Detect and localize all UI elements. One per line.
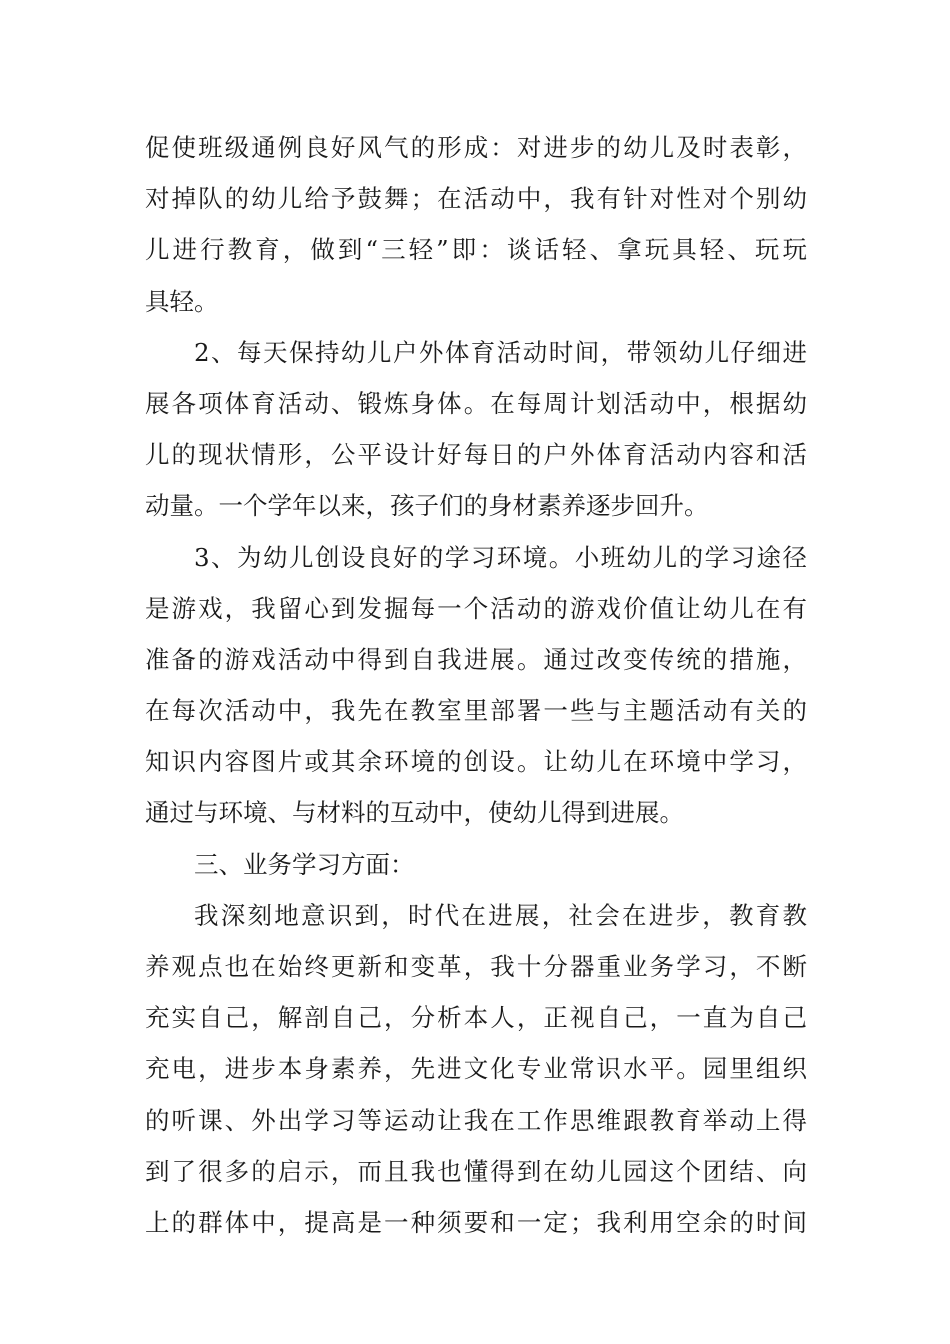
text-line: 准备的游戏活动中得到自我进展。通过改变传统的措施， — [145, 644, 807, 674]
text-line: 知识内容图片或其余环境的创设。让幼儿在环境中学习， — [145, 747, 807, 777]
text-line: 充实自己，解剖自己，分析本人，正视自己，一直为自己 — [145, 1003, 807, 1033]
text-line: 养观点也在始终更新和变革，我十分器重业务学习，不断 — [145, 952, 807, 981]
text-line: 通过与环境、与材料的互动中，使幼儿得到进展。 — [145, 798, 684, 828]
text-line: 儿进行教育，做到“三轻”即：谈话轻、拿玩具轻、玩玩 — [145, 235, 807, 265]
text-line: 促使班级通例良好风气的形成：对进步的幼儿及时表彰， — [145, 133, 807, 162]
paragraph-first-line: 我深刻地意识到，时代在进展，社会在进步，教育教 — [194, 900, 807, 930]
document-body — [145, 122, 807, 1248]
text-line: 展各项体育活动、锻炼身体。在每周计划活动中，根据幼 — [145, 388, 807, 418]
text-line: 对掉队的幼儿给予鼓舞；在活动中，我有针对性对个别幼 — [145, 184, 807, 214]
text-line: 到了很多的启示，而且我也懂得到在幼儿园这个团结、向 — [145, 1156, 807, 1186]
text-line: 具轻。 — [145, 286, 219, 316]
paragraph-first-line: 2、每天保持幼儿户外体育活动时间，带领幼儿仔细进 — [194, 337, 807, 367]
paragraph-first-line: 3、为幼儿创设良好的学习环境。小班幼儿的学习途径 — [194, 542, 807, 572]
text-line: 充电，进步本身素养，先进文化专业常识水平。园里组织 — [145, 1054, 807, 1084]
text-line: 上的群体中，提高是一种须要和一定；我利用空余的时间 — [145, 1207, 807, 1237]
text-line: 在每次活动中，我先在教室里部署一些与主题活动有关的 — [145, 696, 807, 726]
text-line: 是游戏，我留心到发掘每一个活动的游戏价值让幼儿在有 — [145, 593, 807, 623]
text-line: 动量。一个学年以来，孩子们的身材素养逐步回升。 — [145, 491, 709, 521]
text-line: 的听课、外出学习等运动让我在工作思维跟教育举动上得 — [145, 1105, 807, 1135]
section-heading: 三、业务学习方面： — [194, 849, 415, 879]
text-line: 儿的现状情形，公平设计好每日的户外体育活动内容和活 — [145, 440, 807, 470]
